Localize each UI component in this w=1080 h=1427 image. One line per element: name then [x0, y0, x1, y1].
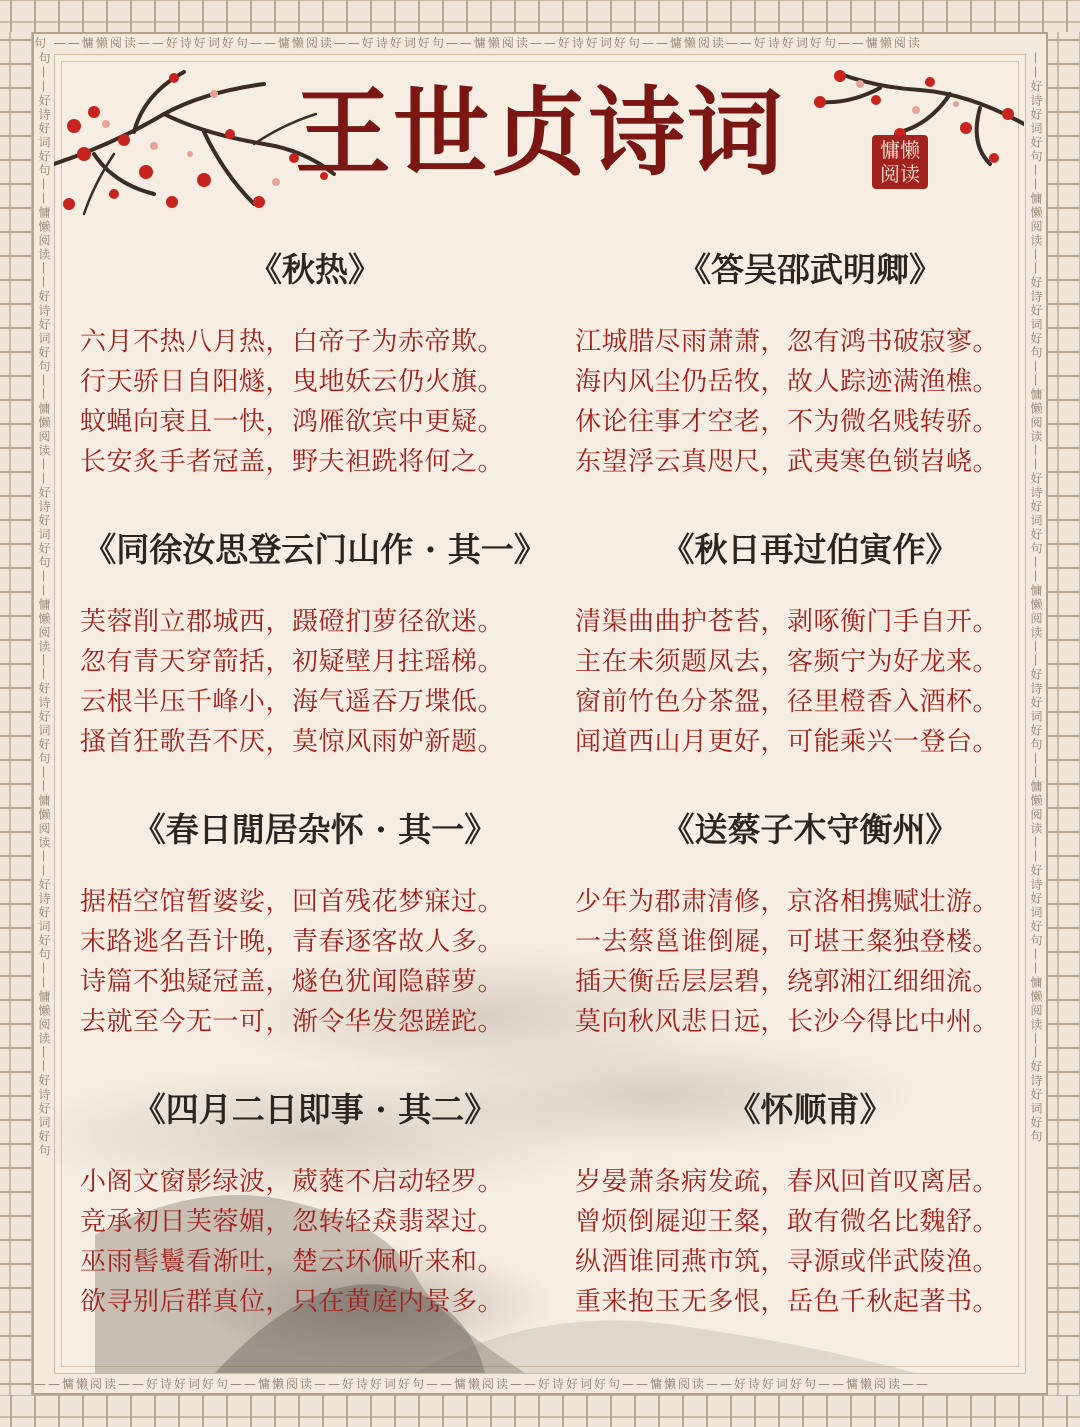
- poem-line: 休论往事才空老，不为微名贱转骄。: [575, 407, 1000, 437]
- watermark-right: ——好诗好词好句——慵懒阅读——好诗好词好句——慵懒阅读——好诗好词好句——慵懒阅读——好诗好词好句——慵懒阅读——好诗好词好句——慵懒阅读——好诗好词好句: [1029, 52, 1043, 1144]
- poem-line: 芙蓉削立郡城西，蹑磴扪萝径欲迷。: [80, 607, 505, 637]
- seal-text-line: 阅读: [880, 162, 920, 186]
- poem-title: 《怀顺甫》: [727, 1090, 893, 1129]
- poem-block: [80, 1088, 550, 1322]
- poem-block: [80, 808, 550, 1042]
- poem-line: 窗前竹色分茶盌，径里橙香入酒杯。: [575, 687, 1000, 717]
- poem-block: [575, 248, 1045, 482]
- poem-line: 插天衡岳层层碧，绕郭湘江细细流。: [575, 967, 1000, 997]
- poem-line: 欲寻别后群真位，只在黄庭内景多。: [80, 1287, 505, 1317]
- poem-title: 《秋日再过伯寅作》: [661, 530, 959, 569]
- poem-line: 行天骄日自阳燧，曳地妖云仍火旗。: [80, 367, 505, 397]
- poem-block: [575, 808, 1045, 1042]
- poem-block: [575, 1088, 1045, 1322]
- poem-line: 闻道西山月更好，可能乘兴一登台。: [575, 727, 1000, 757]
- poem-title: 《送蔡子木守衡州》: [661, 810, 959, 849]
- poem-title: 《秋热》: [249, 250, 381, 289]
- poem-line: 莫向秋风悲日远，长沙今得比中州。: [575, 1007, 1000, 1037]
- poem-block: [80, 528, 550, 762]
- fret-border-right: [1046, 32, 1080, 1395]
- fret-border-top: [0, 0, 1080, 34]
- poem-line: 重来抱玉无多恨，岳色千秋起著书。: [575, 1287, 1000, 1317]
- watermark-left: 句——好诗好词好句——慵懒阅读——好诗好词好句——慵懒阅读——好诗好词好句——慵懒阅读——好诗好词好句——慵懒阅读——好诗好词好句——慵懒阅读——好诗好词好句: [37, 52, 51, 1158]
- poem-line: 蚊蝇向衰且一快，鸿雁欲宾中更疑。: [80, 407, 505, 437]
- poem-line: 诗篇不独疑冠盖，燧色犹闻隐薜萝。: [80, 967, 505, 997]
- poem-line: 纵酒谁同燕市筑，寻源或伴武陵渔。: [575, 1247, 1000, 1277]
- poem-title: 《答吴邵武明卿》: [678, 250, 942, 289]
- poem-line: 曾烦倒屣迎王粲，敢有微名比魏舒。: [575, 1207, 1000, 1237]
- poem-line: 去就至今无一可，渐令华发怨蹉跎。: [80, 1007, 505, 1037]
- poem-block: [575, 528, 1045, 762]
- seal-stamp: [872, 135, 928, 189]
- poem-line: 东望浮云真咫尺，武夷寒色锁岧峣。: [575, 447, 1000, 477]
- poem-title: 《四月二日即事 · 其二》: [132, 1090, 498, 1129]
- poem-line: 六月不热八月热，白帝子为赤帝欺。: [80, 327, 505, 357]
- poem-title: 《同徐汝思登云门山作 · 其一》: [83, 530, 547, 569]
- poem-line: 岁晏萧条病发疏，春风回首叹离居。: [575, 1167, 1000, 1197]
- poem-line: 竞承初日芙蓉媚，忽转轻猋翡翠过。: [80, 1207, 505, 1237]
- watermark-top: 句 ——慵懒阅读——好诗好词好句——慵懒阅读——好诗好词好句——慵懒阅读——好诗好词好句——慵懒阅读——好诗好词好句——慵懒阅读: [34, 36, 922, 50]
- poem-line: 云根半压千峰小，海气遥吞万堞低。: [80, 687, 505, 717]
- poem-line: 末路逃名吾计晚，青春逐客故人多。: [80, 927, 505, 957]
- poem-line: 一去蔡邕谁倒屣，可堪王粲独登楼。: [575, 927, 1000, 957]
- poem-line: 少年为郡肃清修，京洛相携赋壮游。: [575, 887, 1000, 917]
- poem-line: 巫雨髻鬟看渐吐，楚云环佩听来和。: [80, 1247, 505, 1277]
- poem-line: 清渠曲曲护苍苔，剥啄衡门手自开。: [575, 607, 1000, 637]
- poem-block: [80, 248, 550, 482]
- poem-line: 小阁文窗影绿波，葳蕤不启动轻罗。: [80, 1167, 505, 1197]
- poem-line: 主在未须题凤去，客频宁为好龙来。: [575, 647, 1000, 677]
- fret-border-bottom: [0, 1393, 1080, 1427]
- fret-border-left: [0, 32, 34, 1395]
- poem-line: 海内风尘仍岳牧，故人踪迹满渔樵。: [575, 367, 1000, 397]
- poem-line: 据梧空馆暂婆娑，回首残花梦寐过。: [80, 887, 505, 917]
- seal-text-line: 慵懒: [880, 138, 920, 162]
- poem-line: 长安炙手者冠盖，野夫袒跣将何之。: [80, 447, 505, 477]
- watermark-bottom: ——慵懒阅读——好诗好词好句——慵懒阅读——好诗好词好句——慵懒阅读——好诗好词好句——慵懒阅读——好诗好词好句——慵懒阅读——: [34, 1377, 931, 1391]
- poem-line: 搔首狂歌吾不厌，莫惊风雨妒新题。: [80, 727, 505, 757]
- poem-line: 忽有青天穿箭括，初疑壁月拄瑶梯。: [80, 647, 505, 677]
- page-title: 王世贞诗词: [295, 76, 785, 189]
- poem-title: 《春日閒居杂怀 · 其一》: [132, 810, 498, 849]
- poem-line: 江城腊尽雨萧萧，忽有鸿书破寂寥。: [575, 327, 1000, 357]
